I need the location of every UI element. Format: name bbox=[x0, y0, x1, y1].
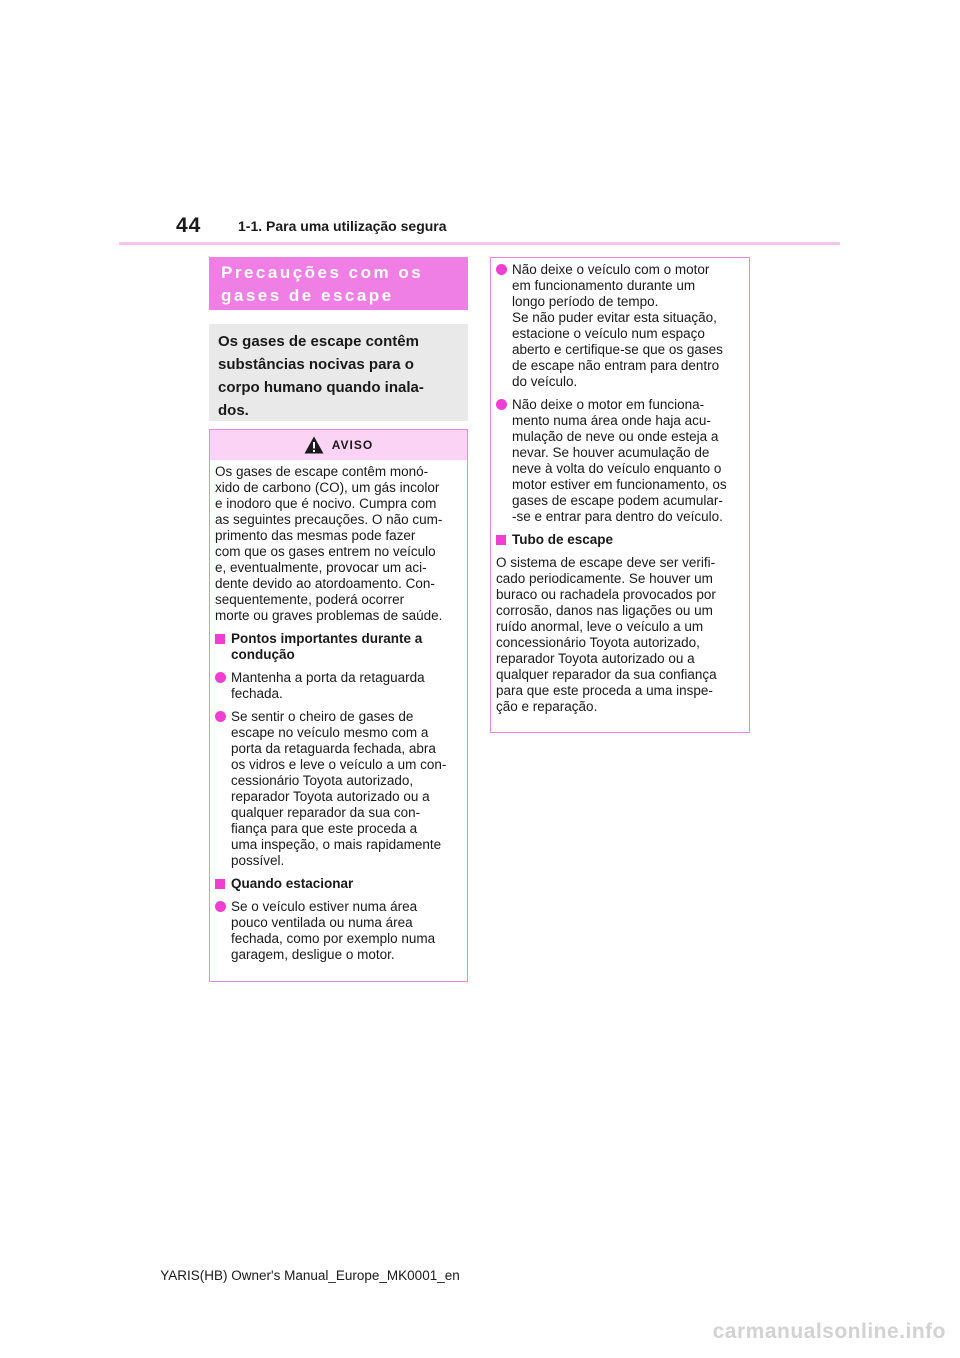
text-line: os vidros e leve o veículo a um con- bbox=[231, 757, 447, 772]
text-line: corrosão, danos nas ligações ou um bbox=[496, 603, 713, 618]
text-line: possível. bbox=[231, 853, 285, 868]
text-line: com que os gases entrem no veículo bbox=[215, 544, 436, 559]
text-line: de escape não entram para dentro bbox=[512, 358, 720, 373]
header-divider bbox=[119, 242, 840, 245]
warning-heading-exhaust-pipe bbox=[496, 532, 745, 548]
square-marker-icon bbox=[215, 876, 227, 892]
text-line: condução bbox=[231, 647, 295, 662]
text-line: xido de carbono (CO), um gás incolor bbox=[215, 480, 440, 495]
text-line: Se não puder evitar esta situação, bbox=[512, 310, 717, 325]
topic-title-box bbox=[209, 257, 468, 310]
text-line: Pontos importantes durante a bbox=[231, 631, 423, 646]
text-line: e, eventualmente, provocar um aci- bbox=[215, 560, 427, 575]
exhaust-pipe-paragraph bbox=[496, 555, 745, 715]
text-line: aberto e certifique-se que os gases bbox=[512, 342, 723, 357]
text-line: Se sentir o cheiro de gases de bbox=[231, 709, 414, 724]
text-line: Quando estacionar bbox=[231, 876, 354, 891]
text-line: longo período de tempo. bbox=[512, 294, 659, 309]
text-line: motor estiver em funcionamento, os bbox=[512, 477, 727, 492]
text-line: as seguintes precauções. O não cum- bbox=[215, 512, 443, 527]
text-line: mulação de neve ou onde esteja a bbox=[512, 429, 719, 444]
text-line: Se o veículo estiver numa área bbox=[231, 899, 418, 914]
text-line: gases de escape podem acumular- bbox=[512, 493, 723, 508]
text-line: Os gases de escape contêm monó- bbox=[215, 464, 429, 479]
text-line: dente devido ao atordoamento. Con- bbox=[215, 576, 435, 591]
warning-header bbox=[210, 430, 467, 460]
bullet-icon bbox=[215, 709, 227, 869]
text-line: Mantenha a porta da retaguarda bbox=[231, 670, 425, 685]
warning-label: AVISO bbox=[331, 438, 374, 452]
summary-line: corpo humano quando inala- bbox=[218, 379, 424, 396]
text-line: reparador Toyota autorizado ou a bbox=[496, 651, 695, 666]
text-line: cessionário Toyota autorizado, bbox=[231, 773, 414, 788]
warning-intro bbox=[215, 464, 463, 624]
manual-footer: YARIS(HB) Owner's Manual_Europe_MK0001_en bbox=[160, 1268, 460, 1283]
summary-line: Os gases de escape contêm bbox=[218, 333, 419, 350]
summary-line: substâncias nocivas para o bbox=[218, 356, 414, 373]
warning-box bbox=[209, 429, 468, 982]
text-line: O sistema de escape deve ser verifi- bbox=[496, 555, 716, 570]
text-line: Não deixe o motor em funciona- bbox=[512, 397, 705, 412]
warning-bullet-snow bbox=[496, 397, 745, 525]
summary-box bbox=[209, 324, 468, 421]
text-line: porta da retaguarda fechada, abra bbox=[231, 741, 436, 756]
watermark: carmanualsonline.info bbox=[712, 1320, 946, 1343]
topic-title-line: Precauções com os bbox=[221, 263, 424, 282]
text-line: qualquer reparador da sua confiança bbox=[496, 667, 717, 682]
warning-heading-driving bbox=[215, 631, 463, 663]
page-number: 44 bbox=[176, 214, 202, 237]
square-marker-icon bbox=[215, 631, 227, 663]
warning-box-continued bbox=[490, 257, 750, 733]
text-line: e inodoro que é nocivo. Cumpra com bbox=[215, 496, 437, 511]
warning-bullet-ventilation bbox=[215, 899, 463, 963]
warning-heading-parking bbox=[215, 876, 463, 892]
text-line: reparador Toyota autorizado ou a bbox=[231, 789, 430, 804]
warning-bullet-tailgate bbox=[215, 670, 463, 702]
text-line: neve à volta do veículo enquanto o bbox=[512, 461, 722, 476]
text-line: fechada. bbox=[231, 686, 283, 701]
warning-triangle-icon bbox=[304, 436, 324, 454]
text-line: nevar. Se houver acumulação de bbox=[512, 445, 710, 460]
warning-bullet-idling bbox=[496, 262, 745, 390]
text-line: para que este proceda a uma inspe- bbox=[496, 683, 713, 698]
text-line: buraco ou rachadela provocados por bbox=[496, 587, 716, 602]
text-line: -se e entrar para dentro do veículo. bbox=[512, 509, 723, 524]
text-line: ção e reparação. bbox=[496, 699, 598, 714]
text-line: escape no veículo mesmo com a bbox=[231, 725, 429, 740]
text-line: fechada, como por exemplo numa bbox=[231, 931, 436, 946]
text-line: mento numa área onde haja acu- bbox=[512, 413, 711, 428]
topic-title-line: gases de escape bbox=[221, 286, 394, 305]
text-line: Não deixe o veículo com o motor bbox=[512, 262, 710, 277]
summary-line: dos. bbox=[218, 402, 249, 419]
bullet-icon bbox=[496, 262, 508, 390]
bullet-icon bbox=[215, 670, 227, 702]
bullet-icon bbox=[215, 899, 227, 963]
text-line: em funcionamento durante um bbox=[512, 278, 696, 293]
warning-bullet-smell bbox=[215, 709, 463, 869]
text-line: fiança para que este proceda a bbox=[231, 821, 418, 836]
square-marker-icon bbox=[496, 532, 508, 548]
text-line: pouco ventilada ou numa área bbox=[231, 915, 413, 930]
text-line: garagem, desligue o motor. bbox=[231, 947, 395, 962]
text-line: cado periodicamente. Se houver um bbox=[496, 571, 713, 586]
text-line: primento das mesmas pode fazer bbox=[215, 528, 416, 543]
text-line: concessionário Toyota autorizado, bbox=[496, 635, 700, 650]
text-line: estacione o veículo num espaço bbox=[512, 326, 705, 341]
text-line: sequentemente, poderá ocorrer bbox=[215, 592, 405, 607]
text-line: morte ou graves problemas de saúde. bbox=[215, 608, 443, 623]
text-line: ruído anormal, leve o veículo a um bbox=[496, 619, 704, 634]
text-line: do veículo. bbox=[512, 374, 578, 389]
warning-body bbox=[210, 460, 467, 963]
text-line: uma inspeção, o mais rapidamente bbox=[231, 837, 442, 852]
text-line: qualquer reparador da sua con- bbox=[231, 805, 421, 820]
bullet-icon bbox=[496, 397, 508, 525]
text-line: Tubo de escape bbox=[512, 532, 614, 547]
section-title: 1-1. Para uma utilização segura bbox=[238, 218, 447, 234]
